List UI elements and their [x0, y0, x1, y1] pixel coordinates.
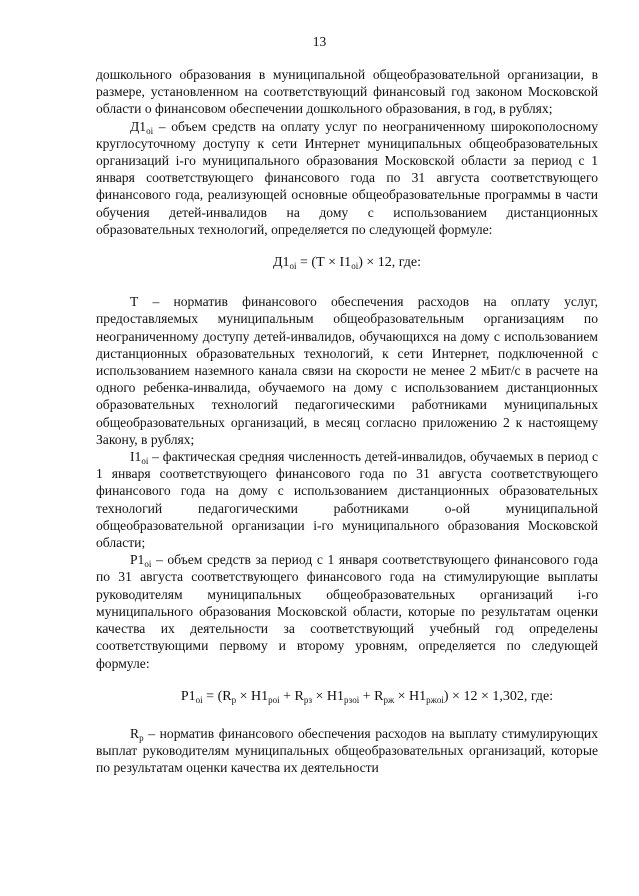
paragraph-rp-definition: $R_р$ – норматив финансового обеспечения расходов на выплату стимулирующих выплат руководителям муниципальных общеобразовательных организаций, которые по результатам оценки качества их деятельности [96, 725, 599, 776]
symbol-i1: $I1_{oi}$ [130, 449, 149, 467]
paragraph-t-definition: Т – норматив финансового обеспечения расходов на оплату услуг, предоставляемых муниципальным общеобразовательным организациям по неограниченному доступу детей-инвалидов, обучающихся на дому с использованием дистанционных образовательных технологий, к сети Интернет, подключенной с использованием наземного канала связи на скорости не менее 2 мБит/с в расчете на одного ребенка-инвалида, обучаемого на дому с использованием дистанционных образовательных технологий педагогическими работниками муниципальных общеобразовательных организаций, в месяц согласно приложению 2 к настоящему Закону, в рублях; [96, 294, 598, 447]
paragraph-d1-definition: $Д1_{oi}$ – объем средств на оплату услуг по неограниченному широкополосному круглосуточному доступу к сети Интернет муниципальных общеобразовательных организаций i-го муниципального образования Московской области за период с 1 января соответствующего финансового года по 31 августа соответствующего финансового года, реализующей основные общеобразовательные программы в части обучения детей-инвалидов на дому с использованием дистанционных образовательных технологий, определяется по следующей формуле: [96, 118, 598, 237]
page-number: 13 [312, 34, 327, 49]
paragraph-continuation: дошкольного образования в муниципальной общеобразовательной организации, в размере, установленном на соответствующий финансовый год законом Московской области о финансовом обеспечении дошкольного образования, в год, в рублях; [96, 67, 598, 117]
formula-d1: $Д1_{oi} = (Т \times I1_{oi}) \times 12$, где: [272, 255, 422, 272]
document-body [96, 66, 598, 777]
paragraph-p1-definition: $Р1_{oi}$ – объем средств за период с 1 января соответствующего финансового года по 31 августа соответствующего финансового года на стимулирующие выплаты руководителям муниципальных общеобразовательных организаций i-го муниципального образования Московской области, которые по результатам оценки качества их деятельности за соответствующий учебный год определены соответствующими первому и второму уровням, определяется по следующей формуле: [96, 552, 598, 671]
symbol-rp: $R_р$ [130, 725, 144, 743]
paragraph-i1-definition: $I1_{oi}$ – фактическая средняя численность детей-инвалидов, обучаемых в период с 1 января соответствующего финансового года по 31 августа соответствующего финансового года на дому с использованием дистанционных образовательных технологий педагогическими работниками о-ой муниципальной общеобразовательной организации i-го муниципального образования Московской области; [96, 449, 598, 551]
formula-p1: $Р1_{oi} = (R_р \times Н1_{рoi} + R_{рз} \times Н1_{рзoi} + R_{рж} \times Н1_{ржoi}) \times 12 \times 1,302$, где: [180, 688, 554, 705]
symbol-t: Т [130, 294, 139, 310]
symbol-d1: $Д1_{oi}$ [130, 118, 154, 136]
symbol-p1: $Р1_{oi}$ [130, 552, 152, 570]
